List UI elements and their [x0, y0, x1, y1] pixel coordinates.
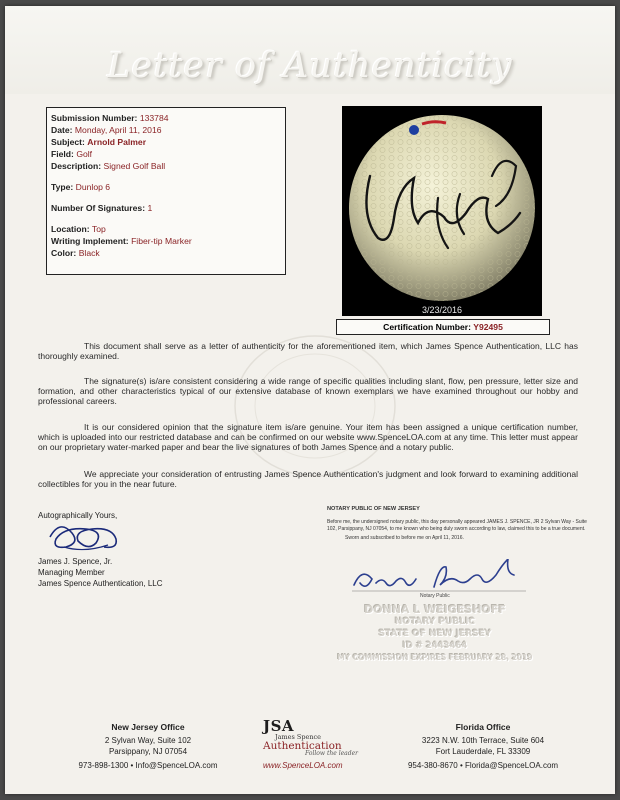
location-label: Location: [51, 224, 90, 234]
notary-heading: NOTARY PUBLIC OF NEW JERSEY [327, 506, 420, 512]
submission-number-row [51, 113, 169, 124]
certification-label: Certification Number: [383, 322, 471, 332]
body-paragraph-3: It is our considered opinion that the signature item is/are genuine. Your item has been assigned a unique certification number, which is uploaded into our restricted database and can be confirmed on our website www.SpenceLOA.com at any time. This letter must appear on our proprietary water-marked paper and bear the live signatures of both James Spence and a notary public. [38, 422, 578, 453]
nj-office-block [63, 722, 233, 771]
description-label: Description: [51, 161, 102, 171]
signer-role: Managing Member [38, 568, 105, 577]
fl-contact-line: 954-380-8670 • Florida@SpenceLOA.com [407, 761, 559, 770]
signatures-row [51, 203, 152, 214]
stamp-line-3: STATE OF NEW JERSEY [378, 629, 492, 639]
signer-company: James Spence Authentication, LLC [38, 579, 163, 588]
notary-sworn-line: Sworn and subscribed to before me on April 11, 2016. [345, 535, 464, 542]
nj-contact-line: 973-898-1300 • Info@SpenceLOA.com [78, 761, 218, 770]
body-paragraph-4: We appreciate your consideration of entrusting James Spence Authentication's judgment and look forward to examining additional collectibles for you in the near future. [38, 469, 578, 490]
description-value: Signed Golf Ball [103, 161, 166, 171]
signatures-label: Number Of Signatures: [51, 203, 146, 213]
stamp-line-5: MY COMMISSION EXPIRES FEBRUARY 28, 2019 [337, 653, 533, 662]
description-row [51, 161, 165, 172]
date-value: Monday, April 11, 2016 [74, 125, 162, 135]
submission-number-value: 133784 [139, 113, 169, 123]
signatures-value: 1 [147, 203, 153, 213]
body-paragraph-1: This document shall serve as a letter of authenticity for the aforementioned item, which James Spence Authentication, LLC has thoroughly examined. [38, 341, 578, 362]
field-label: Field: [51, 149, 74, 159]
field-value: Golf [76, 149, 93, 159]
certification-value: Y92495 [473, 322, 503, 332]
spence-signature [44, 517, 134, 555]
fl-office-block [383, 722, 583, 771]
type-row [51, 182, 110, 193]
stamp-line-4: ID # 2443464 [402, 641, 468, 651]
notary-signature-caption: Notary Public [420, 593, 450, 599]
logo-tagline: Follow the leader [305, 750, 358, 757]
location-row [51, 224, 106, 235]
notary-block [327, 506, 587, 541]
notary-stamp [335, 604, 535, 664]
implement-row [51, 236, 192, 247]
date-label: Date: [51, 125, 73, 135]
photo-date-stamp: 3/23/2016 [421, 305, 463, 315]
color-label: Color: [51, 248, 77, 258]
type-label: Type: [51, 182, 74, 192]
jsa-logo [263, 717, 358, 770]
fl-office-title: Florida Office [455, 722, 511, 732]
golf-ball-image [342, 106, 542, 316]
submission-number-label: Submission Number: [51, 113, 138, 123]
nj-office-title: New Jersey Office [111, 722, 185, 732]
logo-james-spence-text: James Spence [275, 733, 322, 741]
implement-value: Fiber-tip Marker [131, 236, 192, 246]
nj-address-line-1: 2 Sylvan Way, Suite 102 [104, 736, 192, 745]
color-row [51, 248, 100, 259]
fl-address-line-2: Fort Lauderdale, FL 33309 [435, 747, 531, 756]
certification-number-box [336, 319, 550, 335]
letter-title: Letter of Authenticity [107, 46, 513, 86]
color-value: Black [78, 248, 100, 258]
implement-label: Writing Implement: [51, 236, 129, 246]
subject-value: Arnold Palmer [87, 137, 147, 147]
letter-page [5, 6, 615, 794]
fl-address-line-1: 3223 N.W. 10th Terrace, Suite 604 [421, 736, 545, 745]
body-paragraph-2: The signature(s) is/are consistent considering a wide range of specific qualities including slant, flow, pen pressure, letter size and formation, and other characteristics typical of our extensive database of known exemplars we have examined throughout our hobby and professional careers. [38, 376, 578, 407]
logo-authentication-text: Authentication [263, 740, 342, 752]
field-row [51, 149, 92, 160]
subject-label: Subject: [51, 137, 85, 147]
subject-row [51, 137, 146, 148]
website-link[interactable]: www.SpenceLOA.com [263, 761, 343, 770]
nj-address-line-2: Parsippany, NJ 07054 [108, 747, 188, 756]
logo-jsa-text: JSA [263, 717, 295, 735]
item-details-box [46, 107, 286, 275]
stamp-line-2: NOTARY PUBLIC [394, 617, 476, 627]
notary-statement: Before me, the undersigned notary public, this day personally appeared JAMES J. SPENCE, JR 2 Sylvan Way - Suite 102, Parsippany, NJ 07054, to me known who being duly sworn according to law, claimed this to be a true document. [327, 519, 587, 532]
type-value: Dunlop 6 [75, 182, 111, 192]
location-value: Top [91, 224, 106, 234]
item-photo [342, 106, 542, 316]
closing-line: Autographically Yours, [38, 511, 118, 520]
date-row [51, 125, 162, 136]
signer-name: James J. Spence, Jr. [38, 557, 113, 566]
stamp-line-1: DONNA L WEIGESHOFF [364, 603, 506, 616]
